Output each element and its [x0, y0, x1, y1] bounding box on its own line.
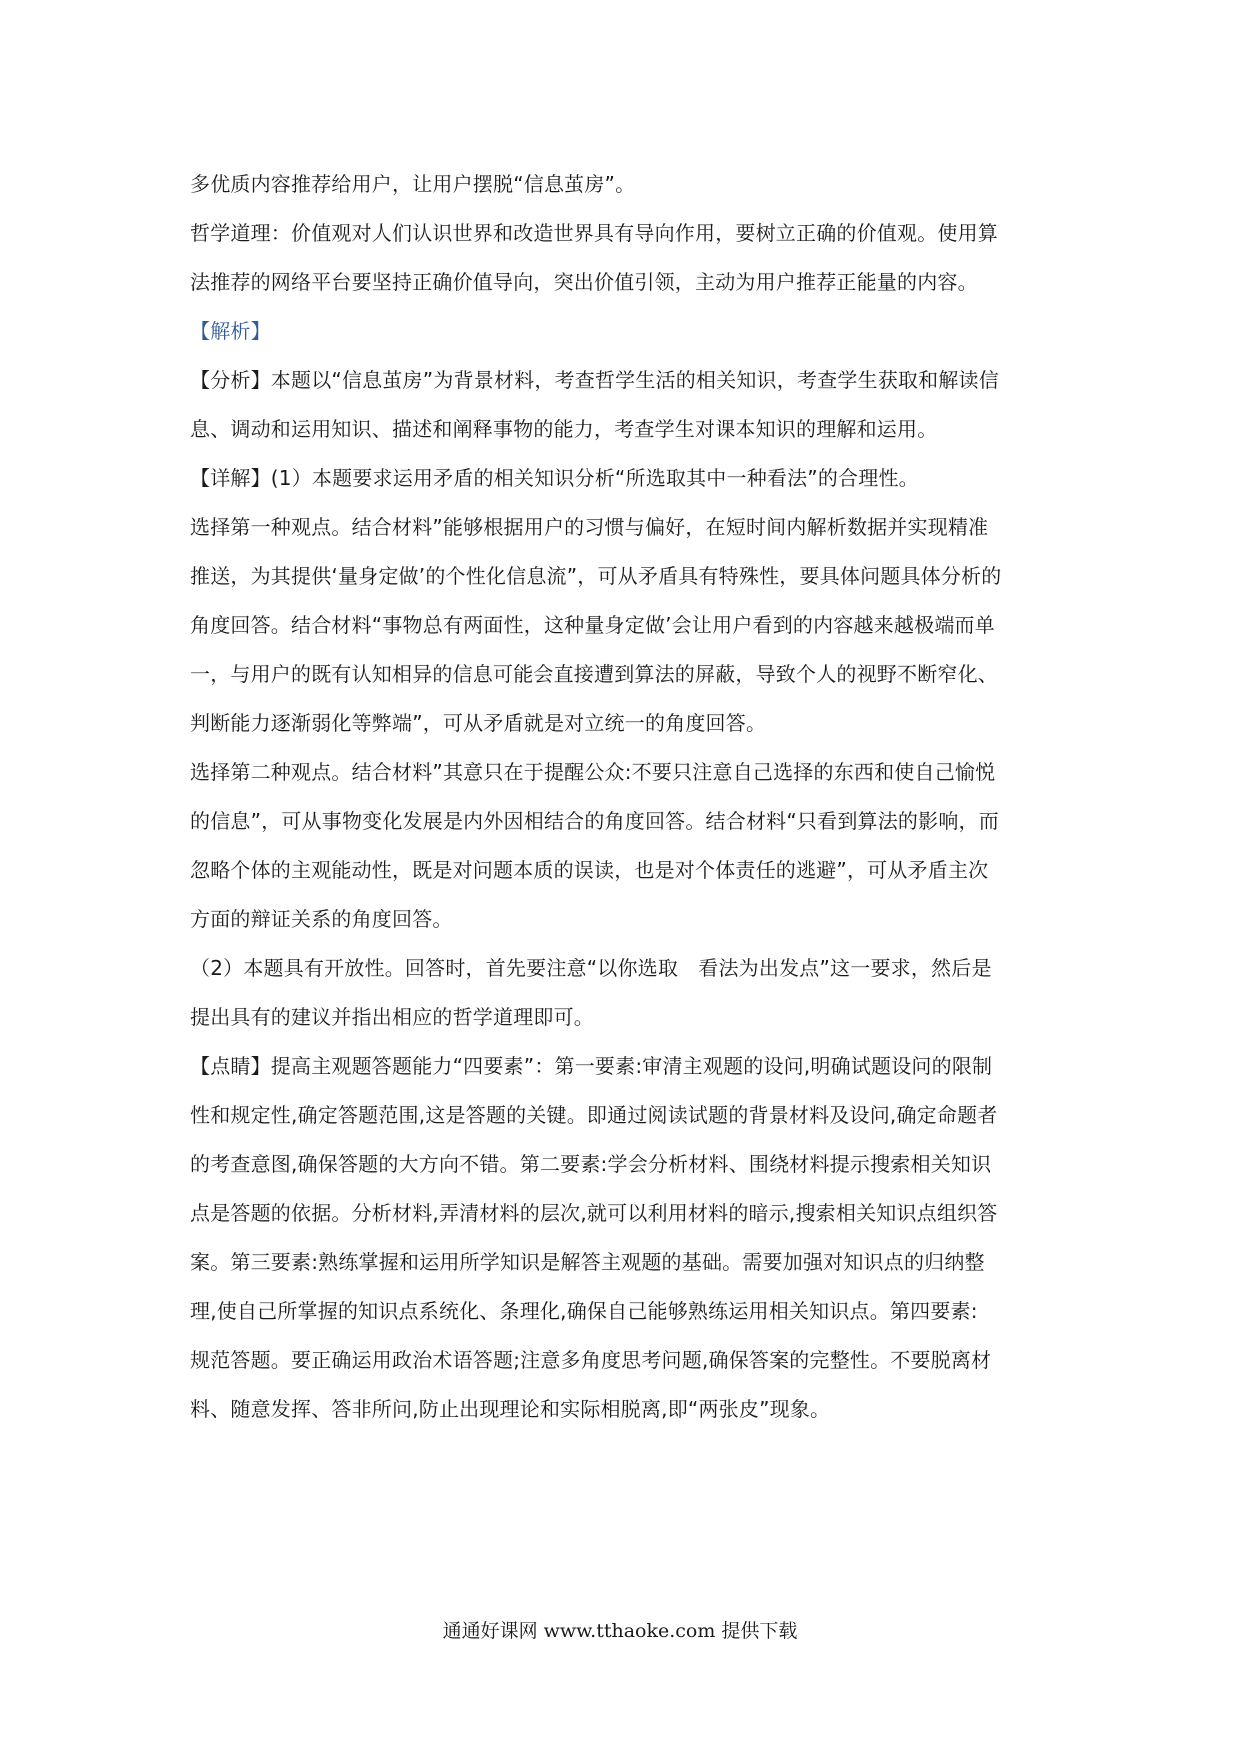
- text-line-11: 一，与用户的既有认知相异的信息可能会直接遭到算法的屏蔽，导致个人的视野不断窄化、: [190, 662, 998, 686]
- text-line-1: 多优质内容推荐给用户，让用户摆脱“信息茧房”。: [190, 172, 636, 196]
- text-line-25: 规范答题。要正确运用政治术语答题;注意多角度思考问题,确保答案的完整性。不要脱离材: [190, 1348, 992, 1372]
- text-line-3: 法推荐的网络平台要坚持正确价值导向，突出价值引领，主动为用户推荐正能量的内容。: [190, 270, 978, 294]
- text-line-19: 【点睛】提高主观题答题能力“四要素”：第一要素:审清主观题的设问,明确试题设问的限制: [190, 1054, 993, 1078]
- analysis-heading: 【解析】: [190, 319, 271, 343]
- text-line-8: 选择第一种观点。结合材料”能够根据用户的习惯与偏好，在短时间内解析数据并实现精准: [190, 515, 989, 539]
- text-line-10: 角度回答。结合材料“事物总有两面性，这种量身定做’会让用户看到的内容越来越极端而单: [190, 613, 995, 637]
- text-line-9: 推送，为其提供‘量身定做’的个性化信息流”，可从矛盾具有特殊性，要具体问题具体分析的: [190, 564, 1002, 588]
- text-line-15: 忽略个体的主观能动性，既是对问题本质的误读，也是对个体责任的逃避”，可从矛盾主次: [190, 858, 989, 882]
- page-footer: 通通好课网 www.tthaoke.com 提供下载: [442, 1620, 798, 1642]
- text-line-6: 息、调动和运用知识、描述和阐释事物的能力，考查学生对课本知识的理解和运用。: [190, 417, 938, 441]
- text-line-20: 性和规定性,确定答题范围,这是答题的关键。即通过阅读试题的背景材料及设问,确定命题者: [190, 1103, 998, 1127]
- text-line-17: （2）本题具有开放性。回答时，首先要注意“以你选取 看法为出发点”这一要求，然后是: [190, 956, 992, 980]
- text-line-13: 选择第二种观点。结合材料”其意只在于提醒公众:不要只注意自己选择的东西和使自己愉悦: [190, 760, 996, 784]
- text-line-12: 判断能力逐渐弱化等弊端”，可从矛盾就是对立统一的角度回答。: [190, 711, 767, 735]
- text-line-2: 哲学道理：价值观对人们认识世界和改造世界具有导向作用，要树立正确的价值观。使用算: [190, 221, 998, 245]
- text-line-23: 案。第三要素:熟练掌握和运用所学知识是解答主观题的基础。需要加强对知识点的归纳整: [190, 1250, 985, 1274]
- text-line-5: 【分析】本题以“信息茧房”为背景材料，考查哲学生活的相关知识，考查学生获取和解读信: [190, 368, 999, 392]
- text-line-16: 方面的辩证关系的角度回答。: [190, 907, 453, 931]
- text-line-14: 的信息”，可从事物变化发展是内外因相结合的角度回答。结合材料“只看到算法的影响，而: [190, 809, 999, 833]
- text-line-26: 料、随意发挥、答非所问,防止出现理论和实际相脱离,即“两张皮”现象。: [190, 1397, 831, 1421]
- document-body: [190, 160, 1060, 1434]
- text-line-22: 点是答题的依据。分析材料,弄清材料的层次,就可以利用材料的暗示,搜索相关知识点组织答: [190, 1201, 998, 1225]
- text-line-18: 提出具有的建议并指出相应的哲学道理即可。: [190, 1005, 594, 1029]
- text-line-7: 【详解】(1）本题要求运用矛盾的相关知识分析“所选取其中一种看法”的合理性。: [190, 466, 919, 490]
- text-line-21: 的考查意图,确保答题的大方向不错。第二要素:学会分析材料、围绕材料提示搜索相关知识: [190, 1152, 992, 1176]
- text-line-24: 理,使自己所掌握的知识点系统化、条理化,确保自己能够熟练运用相关知识点。第四要素:: [190, 1299, 978, 1323]
